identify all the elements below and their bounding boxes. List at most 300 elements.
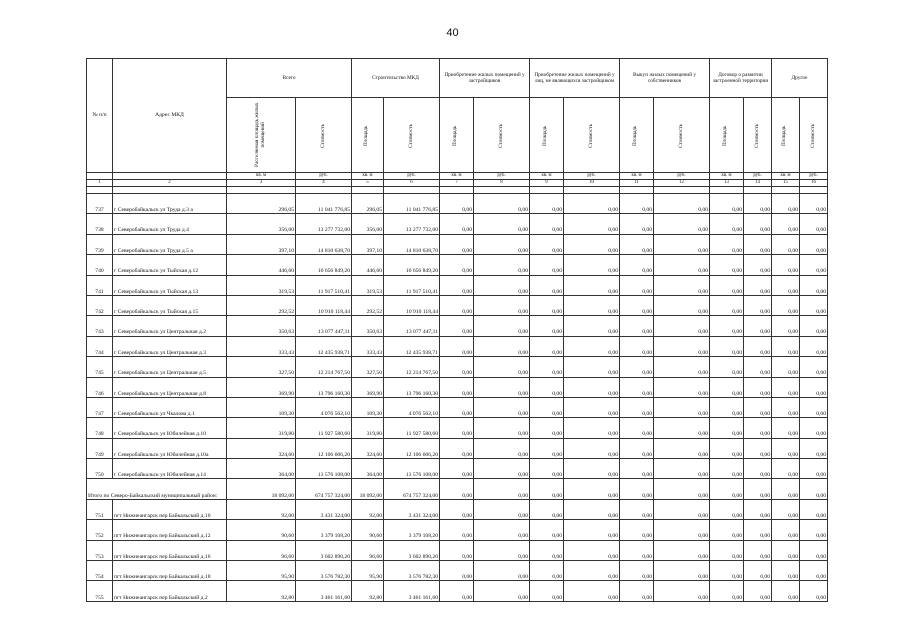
area-cell: 0,00 [530, 357, 564, 377]
area-cell: 319,80 [352, 418, 384, 438]
cost-cell: 11 041 776,85 [384, 194, 440, 214]
cost-cell: 0,00 [474, 377, 530, 397]
header-sub-area [620, 98, 654, 173]
area-cell: 333,43 [227, 336, 296, 356]
cost-cell: 0,00 [564, 316, 620, 336]
area-cell: 0,00 [772, 255, 800, 275]
area-cell: 18 092,00 [352, 479, 384, 499]
area-cell: 0,00 [772, 479, 800, 499]
cost-cell: 0,00 [654, 438, 710, 458]
table-row [87, 295, 828, 315]
units-row [87, 173, 828, 180]
cost-cell: 0,00 [654, 194, 710, 214]
area-cell: 0,00 [620, 479, 654, 499]
cost-cell: 0,00 [744, 316, 772, 336]
cost-cell: 3 576 782,30 [384, 561, 440, 581]
area-cell: 324,60 [227, 438, 296, 458]
area-cell: 0,00 [530, 194, 564, 214]
area-cell: 0,00 [530, 561, 564, 581]
cost-cell: 0,00 [744, 499, 772, 519]
row-address: г Северобайкальск ул Тыйская д.15 [113, 295, 227, 315]
area-cell: 0,00 [620, 540, 654, 560]
header-sub-label: Стоимость [407, 123, 414, 148]
column-number: 9 [530, 180, 564, 187]
area-cell: 0,00 [710, 234, 744, 254]
area-cell: 0,00 [710, 295, 744, 315]
table-row [87, 438, 828, 458]
cost-cell: 4 076 562,10 [296, 397, 352, 417]
cost-cell: 0,00 [800, 499, 828, 519]
area-cell: 0,00 [772, 214, 800, 234]
row-index: 737 [87, 194, 113, 214]
header-sub-label: Стоимость [753, 123, 760, 148]
row-address: пгт Нижнеангарск пер Байкальский д.16 [113, 540, 227, 560]
cost-cell: 3 602 890,20 [296, 540, 352, 560]
area-cell: 0,00 [440, 295, 474, 315]
cost-cell: 0,00 [564, 581, 620, 601]
area-cell: 0,00 [772, 275, 800, 295]
row-address: г Северобайкальск ул Центральная д.8 [113, 377, 227, 397]
cost-cell: 0,00 [564, 336, 620, 356]
header-group-development-agreement: Договор о развитии застроенной территории [710, 59, 772, 98]
table-row [87, 214, 828, 234]
cost-cell: 0,00 [800, 540, 828, 560]
area-cell: 90,60 [352, 520, 384, 540]
area-cell: 0,00 [620, 316, 654, 336]
spacer-cell [620, 187, 654, 194]
spacer-cell [474, 187, 530, 194]
area-cell: 0,00 [530, 540, 564, 560]
area-cell: 0,00 [440, 336, 474, 356]
header-group-construction: Строительство МКД [352, 59, 440, 98]
total-row [87, 479, 828, 499]
area-cell: 319,80 [227, 418, 296, 438]
area-cell: 0,00 [530, 377, 564, 397]
table-row [87, 234, 828, 254]
cost-cell: 12 435 938,71 [296, 336, 352, 356]
cost-cell: 0,00 [800, 520, 828, 540]
cost-cell: 13 576 108,00 [296, 459, 352, 479]
area-cell: 0,00 [772, 459, 800, 479]
table-row [87, 194, 828, 214]
area-cell: 356,00 [227, 214, 296, 234]
area-cell: 95,90 [352, 561, 384, 581]
area-cell: 0,00 [772, 295, 800, 315]
cost-cell: 0,00 [800, 357, 828, 377]
cost-cell: 0,00 [474, 357, 530, 377]
cost-cell: 0,00 [800, 397, 828, 417]
area-cell: 95,90 [227, 561, 296, 581]
column-number: 15 [772, 180, 800, 187]
header-sub-area [772, 98, 800, 173]
cost-cell: 16 656 849,20 [296, 255, 352, 275]
area-cell: 0,00 [710, 438, 744, 458]
area-cell: 0,00 [440, 214, 474, 234]
area-cell: 0,00 [530, 479, 564, 499]
column-number: 14 [744, 180, 772, 187]
area-cell: 369,90 [352, 377, 384, 397]
header-sub-cost [744, 98, 772, 173]
column-number: 16 [800, 180, 828, 187]
header-sub-cost [800, 98, 828, 173]
header-group-non-developers: Приобретение жилых помещений у лиц, не являющихся застройщиком [530, 59, 620, 98]
header-sub-label: Площадь [363, 125, 370, 146]
area-cell: 292,52 [227, 295, 296, 315]
spacer-cell [530, 187, 564, 194]
area-cell: 0,00 [710, 479, 744, 499]
page-number: 40 [446, 27, 459, 39]
row-index: 755 [87, 581, 113, 601]
spacer-row [87, 187, 828, 194]
area-cell: 0,00 [620, 561, 654, 581]
units-cell: руб. [296, 173, 352, 180]
cost-cell: 0,00 [744, 336, 772, 356]
spacer-cell [564, 187, 620, 194]
cost-cell: 0,00 [564, 438, 620, 458]
cost-cell: 0,00 [654, 418, 710, 438]
cost-cell: 0,00 [474, 479, 530, 499]
header-sub-label: Стоимость [319, 123, 326, 148]
cost-cell: 0,00 [800, 438, 828, 458]
cost-cell: 3 379 108,20 [384, 520, 440, 540]
cost-cell: 11 927 580,60 [384, 418, 440, 438]
area-cell: 0,00 [710, 520, 744, 540]
area-cell: 0,00 [772, 520, 800, 540]
row-address: пгт Нижнеангарск пер Байкальский д.2 [113, 581, 227, 601]
table-row [87, 336, 828, 356]
area-cell: 0,00 [620, 357, 654, 377]
cost-cell: 3 602 890,20 [384, 540, 440, 560]
cost-cell: 0,00 [654, 316, 710, 336]
column-number: 5 [352, 180, 384, 187]
spacer-cell [384, 187, 440, 194]
cost-cell: 0,00 [744, 275, 772, 295]
area-cell: 0,00 [440, 194, 474, 214]
area-cell: 0,00 [710, 561, 744, 581]
cost-cell: 0,00 [800, 194, 828, 214]
area-cell: 0,00 [620, 418, 654, 438]
row-index: 753 [87, 540, 113, 560]
cost-cell: 0,00 [800, 561, 828, 581]
units-cell: руб. [800, 173, 828, 180]
cost-cell: 0,00 [744, 438, 772, 458]
row-address: г Северобайкальск ул Труда д.5 а [113, 234, 227, 254]
area-cell: 0,00 [440, 316, 474, 336]
area-cell: 0,00 [772, 316, 800, 336]
area-cell: 0,00 [530, 438, 564, 458]
units-cell: кв. м [530, 173, 564, 180]
cost-cell: 0,00 [474, 459, 530, 479]
area-cell: 319,53 [227, 275, 296, 295]
cost-cell: 14 810 638,70 [296, 234, 352, 254]
area-cell: 0,00 [530, 581, 564, 601]
cost-cell: 14 810 638,70 [384, 234, 440, 254]
row-address: г Северобайкальск ул Центральная д.3 [113, 336, 227, 356]
cost-cell: 11 917 510,41 [296, 275, 352, 295]
cost-cell: 0,00 [564, 214, 620, 234]
cost-cell: 0,00 [744, 295, 772, 315]
area-cell: 0,00 [440, 499, 474, 519]
cost-cell: 0,00 [744, 540, 772, 560]
cost-cell: 0,00 [654, 275, 710, 295]
cost-cell: 0,00 [800, 316, 828, 336]
header-sub-label: Площадь [722, 125, 729, 146]
table-row [87, 459, 828, 479]
area-cell: 0,00 [530, 214, 564, 234]
cost-cell: 0,00 [800, 377, 828, 397]
area-cell: 0,00 [620, 581, 654, 601]
area-cell: 0,00 [440, 561, 474, 581]
cost-cell: 13 277 732,00 [384, 214, 440, 234]
table-row [87, 581, 828, 601]
units-cell: кв. м [440, 173, 474, 180]
table-row [87, 275, 828, 295]
cost-cell: 0,00 [564, 295, 620, 315]
area-cell: 0,00 [620, 194, 654, 214]
area-cell: 292,52 [352, 295, 384, 315]
row-index: 748 [87, 418, 113, 438]
header-sub-label: Стоимость [497, 123, 504, 148]
cost-cell: 13 277 732,00 [296, 214, 352, 234]
table-row [87, 540, 828, 560]
row-total-label: Итого по Северо-Байкальский муниципальный район: [87, 479, 227, 499]
area-cell: 0,00 [440, 520, 474, 540]
header-group-developers: Приобретение жилых помещений у застройщиков [440, 59, 530, 98]
area-cell: 0,00 [620, 255, 654, 275]
column-number: 7 [440, 180, 474, 187]
area-cell: 0,00 [530, 275, 564, 295]
cost-cell: 16 656 849,20 [384, 255, 440, 275]
area-cell: 109,30 [352, 397, 384, 417]
column-number: 6 [384, 180, 440, 187]
cost-cell: 0,00 [474, 214, 530, 234]
area-cell: 0,00 [710, 275, 744, 295]
cost-cell: 0,00 [564, 275, 620, 295]
row-index: 742 [87, 295, 113, 315]
cost-cell: 12 214 767,50 [296, 357, 352, 377]
area-cell: 397,10 [227, 234, 296, 254]
row-address: г Северобайкальск ул Труда д.3 а [113, 194, 227, 214]
header-address: Адрес МКД [113, 59, 227, 173]
area-cell: 327,50 [227, 357, 296, 377]
header-sub-cost [654, 98, 710, 173]
spacer-cell [654, 187, 710, 194]
cost-cell: 674 757 324,00 [384, 479, 440, 499]
column-number: 10 [564, 180, 620, 187]
cost-cell: 0,00 [800, 234, 828, 254]
cost-cell: 0,00 [474, 397, 530, 417]
area-cell: 96,60 [227, 540, 296, 560]
area-cell: 0,00 [620, 234, 654, 254]
cost-cell: 0,00 [654, 499, 710, 519]
cost-cell: 0,00 [474, 540, 530, 560]
area-cell: 0,00 [772, 540, 800, 560]
header-sub-cost [564, 98, 620, 173]
cost-cell: 0,00 [744, 561, 772, 581]
column-number: 8 [474, 180, 530, 187]
area-cell: 0,00 [772, 561, 800, 581]
header-sub-label: Стоимость [677, 123, 684, 148]
table-row [87, 561, 828, 581]
cost-cell: 13 077 447,11 [384, 316, 440, 336]
cost-cell: 3 379 108,20 [296, 520, 352, 540]
area-cell: 0,00 [710, 540, 744, 560]
cost-cell: 0,00 [744, 581, 772, 601]
row-index: 751 [87, 499, 113, 519]
area-cell: 92,00 [227, 499, 296, 519]
row-index: 741 [87, 275, 113, 295]
cost-cell: 0,00 [800, 214, 828, 234]
area-cell: 0,00 [440, 357, 474, 377]
row-address: г Северобайкальск ул Юбилейная д.10а [113, 438, 227, 458]
area-cell: 0,00 [530, 459, 564, 479]
header-sub-area [710, 98, 744, 173]
area-cell: 0,00 [620, 459, 654, 479]
column-number: 2 [113, 180, 227, 187]
table-row [87, 397, 828, 417]
cost-cell: 12 106 606,20 [384, 438, 440, 458]
header-sub-cost [296, 98, 352, 173]
area-cell: 0,00 [710, 336, 744, 356]
area-cell: 0,00 [440, 234, 474, 254]
cost-cell: 0,00 [744, 418, 772, 438]
cost-cell: 0,00 [564, 357, 620, 377]
cost-cell: 0,00 [564, 459, 620, 479]
area-cell: 0,00 [530, 336, 564, 356]
units-cell [87, 173, 113, 180]
spacer-cell [800, 187, 828, 194]
cost-cell: 0,00 [654, 295, 710, 315]
row-address: пгт Нижнеангарск пер Байкальский д.18 [113, 561, 227, 581]
cost-cell: 0,00 [474, 418, 530, 438]
cost-cell: 0,00 [474, 234, 530, 254]
row-address: г Северобайкальск ул Труда д.4 [113, 214, 227, 234]
cost-cell: 13 796 160,30 [296, 377, 352, 397]
area-cell: 296,05 [352, 194, 384, 214]
column-number: 13 [710, 180, 744, 187]
area-cell: 0,00 [530, 295, 564, 315]
cost-cell: 11 917 510,41 [384, 275, 440, 295]
cost-cell: 3 431 324,00 [296, 499, 352, 519]
row-address: г Северобайкальск ул Тыйская д.12 [113, 255, 227, 275]
resettlement-table [86, 58, 828, 602]
area-cell: 92,80 [352, 581, 384, 601]
row-index: 750 [87, 459, 113, 479]
column-number: 1 [87, 180, 113, 187]
area-cell: 327,50 [352, 357, 384, 377]
cost-cell: 0,00 [654, 479, 710, 499]
area-cell: 0,00 [710, 418, 744, 438]
area-cell: 0,00 [440, 459, 474, 479]
row-index: 749 [87, 438, 113, 458]
table-row [87, 499, 828, 519]
area-cell: 0,00 [710, 357, 744, 377]
area-cell: 324,60 [352, 438, 384, 458]
cost-cell: 0,00 [654, 561, 710, 581]
cost-cell: 0,00 [744, 397, 772, 417]
area-cell: 446,60 [352, 255, 384, 275]
area-cell: 0,00 [530, 397, 564, 417]
row-address: г Северобайкальск ул Центральная д.5 [113, 357, 227, 377]
header-group-row [87, 59, 828, 98]
area-cell: 296,05 [227, 194, 296, 214]
header-group-buyout: Выкуп жилых помещений у собственников [620, 59, 710, 98]
row-index: 754 [87, 561, 113, 581]
column-number: 11 [620, 180, 654, 187]
area-cell: 319,53 [352, 275, 384, 295]
cost-cell: 0,00 [654, 397, 710, 417]
cost-cell: 0,00 [474, 499, 530, 519]
area-cell: 364,00 [227, 459, 296, 479]
area-cell: 0,00 [440, 255, 474, 275]
header-sub-label: Площадь [781, 125, 788, 146]
cost-cell: 13 077 447,11 [296, 316, 352, 336]
header-sub-label: Площадь [632, 125, 639, 146]
area-cell: 0,00 [710, 377, 744, 397]
cost-cell: 0,00 [564, 499, 620, 519]
area-cell: 0,00 [772, 438, 800, 458]
area-cell: 0,00 [440, 418, 474, 438]
cost-cell: 0,00 [474, 438, 530, 458]
cost-cell: 0,00 [744, 234, 772, 254]
cost-cell: 0,00 [474, 295, 530, 315]
area-cell: 0,00 [620, 377, 654, 397]
area-cell: 0,00 [772, 581, 800, 601]
row-address: г Северобайкальск ул Юбилейная д.14 [113, 459, 227, 479]
header-sub-label: Расселяемая площадь жилых помещений [254, 102, 266, 168]
cost-cell: 0,00 [474, 194, 530, 214]
area-cell: 0,00 [620, 214, 654, 234]
spacer-cell [296, 187, 352, 194]
cost-cell: 0,00 [744, 194, 772, 214]
cost-cell: 0,00 [474, 275, 530, 295]
cost-cell: 0,00 [744, 357, 772, 377]
units-cell: руб. [654, 173, 710, 180]
table-row [87, 357, 828, 377]
units-cell: кв. м [772, 173, 800, 180]
cost-cell: 0,00 [744, 479, 772, 499]
cost-cell: 0,00 [474, 581, 530, 601]
area-cell: 0,00 [620, 499, 654, 519]
cost-cell: 0,00 [654, 520, 710, 540]
area-cell: 0,00 [620, 397, 654, 417]
cost-cell: 0,00 [800, 459, 828, 479]
cost-cell: 11 927 580,60 [296, 418, 352, 438]
row-index: 739 [87, 234, 113, 254]
cost-cell: 12 435 938,71 [384, 336, 440, 356]
header-sub-cost [474, 98, 530, 173]
area-cell: 92,00 [352, 499, 384, 519]
row-address: г Северобайкальск ул Юбилейная д.10 [113, 418, 227, 438]
cost-cell: 0,00 [564, 397, 620, 417]
cost-cell: 0,00 [800, 295, 828, 315]
area-cell: 0,00 [772, 397, 800, 417]
header-group-total: Всего [227, 59, 352, 98]
units-cell: кв. м [710, 173, 744, 180]
area-cell: 0,00 [530, 234, 564, 254]
area-cell: 333,43 [352, 336, 384, 356]
cost-cell: 3 431 324,00 [384, 499, 440, 519]
cost-cell: 3 461 161,60 [384, 581, 440, 601]
cost-cell: 11 041 776,85 [296, 194, 352, 214]
column-number: 3 [227, 180, 296, 187]
cost-cell: 0,00 [564, 377, 620, 397]
row-index: 738 [87, 214, 113, 234]
table-body [87, 194, 828, 602]
area-cell: 0,00 [772, 234, 800, 254]
area-cell: 109,30 [227, 397, 296, 417]
area-cell: 0,00 [710, 459, 744, 479]
